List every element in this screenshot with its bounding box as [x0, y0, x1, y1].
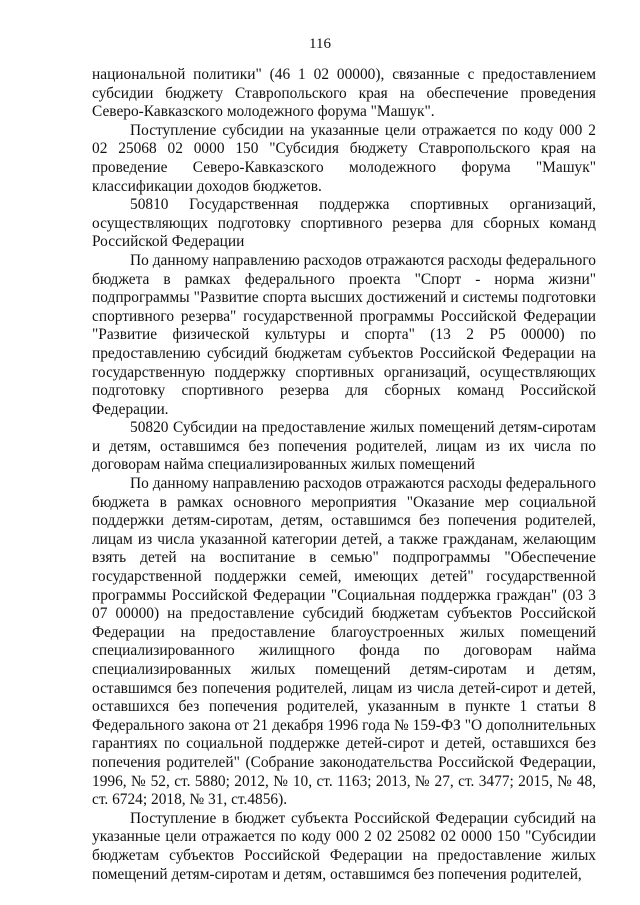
paragraph-continuation: национальной политики" (46 1 02 00000), связанные с предоставлением субсидии бюджету Ставропольского края на обеспечение проведения Северо-Кавказского молодежного форума "Машук". — [92, 66, 596, 121]
paragraph-50820-description: По данному направлению расходов отражаются расходы федерального бюджета в рамках основного мероприятия "Оказание мер социальной поддержки детям-сиротам, детям, оставшимся без попечения родителей, лицам из числа указанной категории детей, а также гражданам, желающим взять детей на воспитание в семью" подпрограммы "Обеспечение государственной поддержки семей, имеющих детей" государственной программы Российской Федерации "Социальная поддержка граждан" (03 3 07 00000) на предоставление субсидий бюджетам субъектов Российской Федерации на предоставление благоустроенных жилых помещений специализированного жилищного фонда по договорам найма специализированных жилых помещений детям-сиротам и детям, оставшимся без попечения родителей, лицам из числа детей-сирот и детей, оставшихся без попечения родителей, указанным в пункте 1 статьи 8 Федерального закона от 21 декабря 1996 года № 159-ФЗ "О дополнительных гарантиях по социальной поддержке детей-сирот и детей, оставшихся без попечения родителей" (Собрание законодательства Российской Федерации, 1996, № 52, ст. 5880; 2012, № 10, ст. 1163; 2013, № 27, ст. 3477; 2015, № 48, ст. 6724; 2018, № 31, ст.4856). — [92, 475, 596, 809]
paragraph-50810-description: По данному направлению расходов отражаются расходы федерального бюджета в рамках федерального проекта "Спорт - норма жизни" подпрограммы "Развитие спорта высших достижений и системы подготовки спортивного резерва" государственной программы Российской Федерации "Развитие физической культуры и спорта" (13 2 P5 00000) по предоставлению субсидий бюджетам субъектов Российской Федерации на государственную поддержку спортивных организаций, осуществляющих подготовку спортивного резерва для сборных команд Российской Федерации. — [92, 251, 596, 418]
heading-50810: 50810 Государственная поддержка спортивных организаций, осуществляющих подготовку спортивного резерва для сборных команд Российской Федерации — [92, 196, 596, 251]
paragraph-revenue-code-mashuk: Поступление субсидии на указанные цели отражается по коду 000 2 02 25068 02 0000 150 "Субсидия бюджету Ставропольского края на проведение Северо-Кавказского молодежного форума "Машук" классификации доходов бюджетов. — [92, 121, 596, 195]
document-body — [92, 66, 596, 884]
paragraph-revenue-code-orphans: Поступление в бюджет субъекта Российской Федерации субсидий на указанные цели отражается по коду 000 2 02 25082 02 0000 150 "Субсидии бюджетам субъектов Российской Федерации на предоставление жилых помещений детям-сиротам и детям, оставшимся без попечения родителей, — [92, 809, 596, 883]
heading-50820: 50820 Субсидии на предоставление жилых помещений детям-сиротам и детям, оставшимся без попечения родителей, лицам из их числа по договорам найма специализированных жилых помещений — [92, 419, 596, 474]
page-number: 116 — [309, 36, 331, 52]
